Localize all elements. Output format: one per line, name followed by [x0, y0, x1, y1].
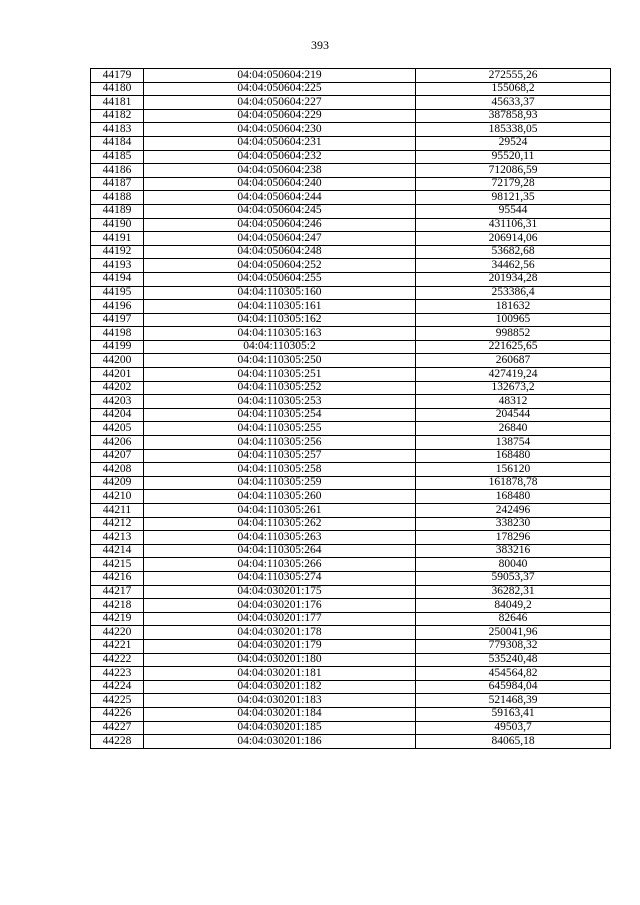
value-cell: 138754 — [416, 436, 611, 450]
table-body — [91, 69, 611, 749]
row-number-cell: 44212 — [91, 517, 144, 531]
value-cell: 161878,78 — [416, 476, 611, 490]
row-number-cell: 44213 — [91, 531, 144, 545]
cadastral-number-cell: 04:04:110305:262 — [144, 517, 416, 531]
value-cell: 272555,26 — [416, 69, 611, 83]
page-number: 393 — [311, 38, 329, 52]
cadastral-table — [90, 68, 611, 749]
cadastral-number-cell: 04:04:110305:266 — [144, 558, 416, 572]
value-cell: 779308,32 — [416, 639, 611, 653]
table-row — [91, 558, 611, 572]
cadastral-number-cell: 04:04:050604:248 — [144, 245, 416, 259]
table-row — [91, 571, 611, 585]
cadastral-number-cell: 04:04:110305:255 — [144, 422, 416, 436]
cadastral-number-cell: 04:04:110305:161 — [144, 300, 416, 314]
cadastral-number-cell: 04:04:030201:178 — [144, 626, 416, 640]
table-row — [91, 164, 611, 178]
value-cell: 59053,37 — [416, 571, 611, 585]
value-cell: 998852 — [416, 327, 611, 341]
row-number-cell: 44179 — [91, 69, 144, 83]
row-number-cell: 44204 — [91, 408, 144, 422]
cadastral-number-cell: 04:04:030201:185 — [144, 721, 416, 735]
value-cell: 181632 — [416, 300, 611, 314]
table-row — [91, 327, 611, 341]
value-cell: 712086,59 — [416, 164, 611, 178]
row-number-cell: 44194 — [91, 272, 144, 286]
row-number-cell: 44183 — [91, 123, 144, 137]
value-cell: 82646 — [416, 612, 611, 626]
cadastral-number-cell: 04:04:050604:246 — [144, 218, 416, 232]
cadastral-number-cell: 04:04:110305:251 — [144, 368, 416, 382]
table-row — [91, 585, 611, 599]
value-cell: 260687 — [416, 354, 611, 368]
cadastral-number-cell: 04:04:110305:163 — [144, 327, 416, 341]
row-number-cell: 44187 — [91, 177, 144, 191]
table-row — [91, 381, 611, 395]
cadastral-number-cell: 04:04:050604:219 — [144, 69, 416, 83]
cadastral-number-cell: 04:04:030201:179 — [144, 639, 416, 653]
value-cell: 454564,82 — [416, 667, 611, 681]
value-cell: 156120 — [416, 463, 611, 477]
value-cell: 84049,2 — [416, 599, 611, 613]
value-cell: 250041,96 — [416, 626, 611, 640]
table-row — [91, 177, 611, 191]
cadastral-number-cell: 04:04:030201:186 — [144, 735, 416, 749]
table-row — [91, 707, 611, 721]
row-number-cell: 44181 — [91, 96, 144, 110]
cadastral-number-cell: 04:04:110305:253 — [144, 395, 416, 409]
cadastral-number-cell: 04:04:050604:255 — [144, 272, 416, 286]
cadastral-number-cell: 04:04:110305:261 — [144, 504, 416, 518]
table-row — [91, 109, 611, 123]
value-cell: 387858,93 — [416, 109, 611, 123]
table-row — [91, 232, 611, 246]
table-row — [91, 395, 611, 409]
value-cell: 338230 — [416, 517, 611, 531]
row-number-cell: 44210 — [91, 490, 144, 504]
table-row — [91, 422, 611, 436]
cadastral-number-cell: 04:04:110305:256 — [144, 436, 416, 450]
row-number-cell: 44182 — [91, 109, 144, 123]
cadastral-number-cell: 04:04:050604:244 — [144, 191, 416, 205]
value-cell: 36282,31 — [416, 585, 611, 599]
table-row — [91, 368, 611, 382]
row-number-cell: 44202 — [91, 381, 144, 395]
row-number-cell: 44201 — [91, 368, 144, 382]
table-row — [91, 653, 611, 667]
cadastral-number-cell: 04:04:110305:162 — [144, 313, 416, 327]
value-cell: 645984,04 — [416, 680, 611, 694]
cadastral-number-cell: 04:04:050604:231 — [144, 136, 416, 150]
row-number-cell: 44217 — [91, 585, 144, 599]
row-number-cell: 44189 — [91, 204, 144, 218]
table-row — [91, 476, 611, 490]
row-number-cell: 44180 — [91, 82, 144, 96]
row-number-cell: 44186 — [91, 164, 144, 178]
cadastral-number-cell: 04:04:030201:176 — [144, 599, 416, 613]
row-number-cell: 44193 — [91, 259, 144, 273]
table-row — [91, 436, 611, 450]
row-number-cell: 44197 — [91, 313, 144, 327]
table-row — [91, 449, 611, 463]
value-cell: 242496 — [416, 504, 611, 518]
cadastral-number-cell: 04:04:050604:229 — [144, 109, 416, 123]
table-row — [91, 313, 611, 327]
table-row — [91, 531, 611, 545]
table-row — [91, 150, 611, 164]
table-row — [91, 82, 611, 96]
row-number-cell: 44228 — [91, 735, 144, 749]
table-row — [91, 626, 611, 640]
cadastral-number-cell: 04:04:110305:2 — [144, 340, 416, 354]
value-cell: 45633,37 — [416, 96, 611, 110]
value-cell: 26840 — [416, 422, 611, 436]
table-row — [91, 69, 611, 83]
cadastral-number-cell: 04:04:030201:181 — [144, 667, 416, 681]
value-cell: 95544 — [416, 204, 611, 218]
table-row — [91, 517, 611, 531]
cadastral-number-cell: 04:04:110305:260 — [144, 490, 416, 504]
value-cell: 204544 — [416, 408, 611, 422]
cadastral-number-cell: 04:04:110305:259 — [144, 476, 416, 490]
table-row — [91, 286, 611, 300]
row-number-cell: 44220 — [91, 626, 144, 640]
table-row — [91, 340, 611, 354]
row-number-cell: 44191 — [91, 232, 144, 246]
value-cell: 132673,2 — [416, 381, 611, 395]
cadastral-number-cell: 04:04:110305:252 — [144, 381, 416, 395]
cadastral-number-cell: 04:04:050604:245 — [144, 204, 416, 218]
row-number-cell: 44184 — [91, 136, 144, 150]
cadastral-number-cell: 04:04:110305:263 — [144, 531, 416, 545]
cadastral-number-cell: 04:04:050604:247 — [144, 232, 416, 246]
table-row — [91, 639, 611, 653]
table-row — [91, 218, 611, 232]
cadastral-number-cell: 04:04:110305:160 — [144, 286, 416, 300]
cadastral-number-cell: 04:04:030201:183 — [144, 694, 416, 708]
table-row — [91, 408, 611, 422]
cadastral-number-cell: 04:04:030201:175 — [144, 585, 416, 599]
value-cell: 431106,31 — [416, 218, 611, 232]
value-cell: 48312 — [416, 395, 611, 409]
row-number-cell: 44196 — [91, 300, 144, 314]
cadastral-number-cell: 04:04:110305:258 — [144, 463, 416, 477]
value-cell: 383216 — [416, 544, 611, 558]
table-row — [91, 245, 611, 259]
value-cell: 72179,28 — [416, 177, 611, 191]
table-row — [91, 667, 611, 681]
cadastral-number-cell: 04:04:110305:264 — [144, 544, 416, 558]
row-number-cell: 44198 — [91, 327, 144, 341]
row-number-cell: 44226 — [91, 707, 144, 721]
row-number-cell: 44188 — [91, 191, 144, 205]
row-number-cell: 44215 — [91, 558, 144, 572]
table-row — [91, 490, 611, 504]
row-number-cell: 44227 — [91, 721, 144, 735]
value-cell: 49503,7 — [416, 721, 611, 735]
value-cell: 427419,24 — [416, 368, 611, 382]
cadastral-number-cell: 04:04:050604:232 — [144, 150, 416, 164]
cadastral-number-cell: 04:04:050604:225 — [144, 82, 416, 96]
value-cell: 168480 — [416, 449, 611, 463]
value-cell: 84065,18 — [416, 735, 611, 749]
value-cell: 185338,05 — [416, 123, 611, 137]
row-number-cell: 44216 — [91, 571, 144, 585]
row-number-cell: 44185 — [91, 150, 144, 164]
value-cell: 168480 — [416, 490, 611, 504]
table-row — [91, 735, 611, 749]
cadastral-number-cell: 04:04:110305:250 — [144, 354, 416, 368]
cadastral-number-cell: 04:04:050604:227 — [144, 96, 416, 110]
row-number-cell: 44195 — [91, 286, 144, 300]
row-number-cell: 44199 — [91, 340, 144, 354]
value-cell: 178296 — [416, 531, 611, 545]
row-number-cell: 44192 — [91, 245, 144, 259]
value-cell: 53682,68 — [416, 245, 611, 259]
cadastral-number-cell: 04:04:050604:230 — [144, 123, 416, 137]
row-number-cell: 44190 — [91, 218, 144, 232]
row-number-cell: 44225 — [91, 694, 144, 708]
row-number-cell: 44222 — [91, 653, 144, 667]
cadastral-number-cell: 04:04:110305:274 — [144, 571, 416, 585]
cadastral-number-cell: 04:04:110305:254 — [144, 408, 416, 422]
table-row — [91, 300, 611, 314]
value-cell: 95520,11 — [416, 150, 611, 164]
table-row — [91, 96, 611, 110]
value-cell: 98121,35 — [416, 191, 611, 205]
row-number-cell: 44223 — [91, 667, 144, 681]
row-number-cell: 44206 — [91, 436, 144, 450]
table-row — [91, 612, 611, 626]
row-number-cell: 44218 — [91, 599, 144, 613]
table-row — [91, 191, 611, 205]
table-row — [91, 123, 611, 137]
table-row — [91, 694, 611, 708]
row-number-cell: 44205 — [91, 422, 144, 436]
row-number-cell: 44214 — [91, 544, 144, 558]
value-cell: 253386,4 — [416, 286, 611, 300]
row-number-cell: 44207 — [91, 449, 144, 463]
table-row — [91, 204, 611, 218]
table-row — [91, 272, 611, 286]
value-cell: 221625,65 — [416, 340, 611, 354]
value-cell: 535240,48 — [416, 653, 611, 667]
table-row — [91, 463, 611, 477]
value-cell: 34462,56 — [416, 259, 611, 273]
value-cell: 100965 — [416, 313, 611, 327]
cadastral-number-cell: 04:04:050604:238 — [144, 164, 416, 178]
row-number-cell: 44224 — [91, 680, 144, 694]
value-cell: 201934,28 — [416, 272, 611, 286]
row-number-cell: 44203 — [91, 395, 144, 409]
value-cell: 206914,06 — [416, 232, 611, 246]
cadastral-number-cell: 04:04:030201:182 — [144, 680, 416, 694]
table-row — [91, 599, 611, 613]
value-cell: 80040 — [416, 558, 611, 572]
table-row — [91, 721, 611, 735]
row-number-cell: 44208 — [91, 463, 144, 477]
value-cell: 155068,2 — [416, 82, 611, 96]
cadastral-number-cell: 04:04:110305:257 — [144, 449, 416, 463]
table-row — [91, 680, 611, 694]
table-row — [91, 354, 611, 368]
row-number-cell: 44211 — [91, 504, 144, 518]
cadastral-number-cell: 04:04:030201:184 — [144, 707, 416, 721]
value-cell: 59163,41 — [416, 707, 611, 721]
table-row — [91, 259, 611, 273]
value-cell: 521468,39 — [416, 694, 611, 708]
table-row — [91, 544, 611, 558]
cadastral-number-cell: 04:04:050604:240 — [144, 177, 416, 191]
value-cell: 29524 — [416, 136, 611, 150]
row-number-cell: 44209 — [91, 476, 144, 490]
cadastral-number-cell: 04:04:030201:180 — [144, 653, 416, 667]
row-number-cell: 44219 — [91, 612, 144, 626]
table-row — [91, 136, 611, 150]
cadastral-number-cell: 04:04:050604:252 — [144, 259, 416, 273]
cadastral-number-cell: 04:04:030201:177 — [144, 612, 416, 626]
row-number-cell: 44200 — [91, 354, 144, 368]
row-number-cell: 44221 — [91, 639, 144, 653]
table-row — [91, 504, 611, 518]
